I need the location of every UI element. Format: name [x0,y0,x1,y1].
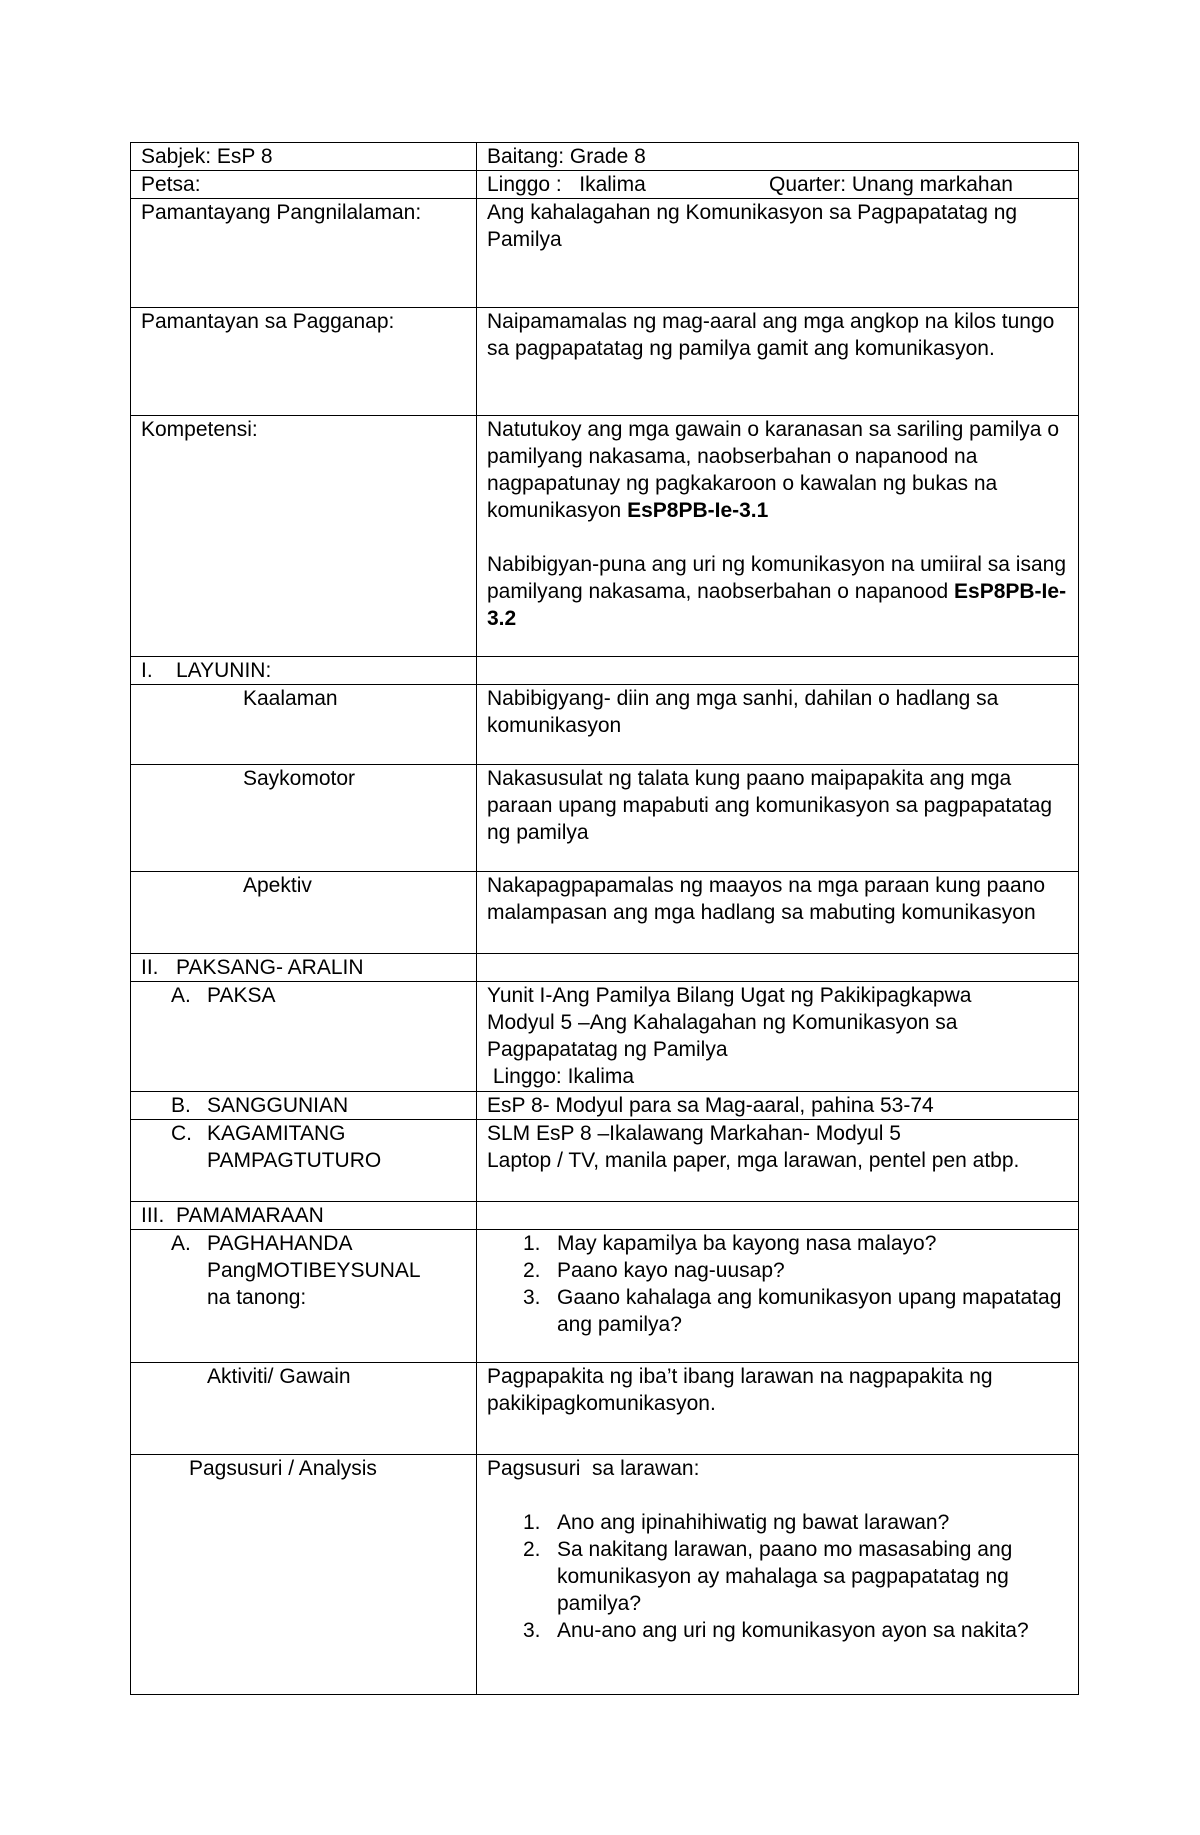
paksa-line-2: Modyul 5 –Ang Kahalagahan ng Komunikasyon sa Pagpapatatag ng Pamilya [487,1011,958,1061]
pamamaraan-empty-cell [477,1202,1079,1230]
row-pamamaraan [131,1202,1079,1230]
paghahanda-questions-cell [477,1230,1079,1363]
pamamaraan-number: III. [141,1204,165,1227]
kompetensi-value [477,416,1079,657]
aktiviti-label: Aktiviti/ Gawain [207,1365,351,1388]
pagsusuri-label: Pagsusuri / Analysis [131,1455,477,1695]
row-sabjek [131,143,1079,171]
row-kaalaman [131,685,1079,765]
row-pamantayang-pangnilalaman [131,199,1079,308]
pamamaraan-heading [131,1202,477,1230]
row-kompetensi [131,416,1079,657]
kompetensi-paragraph-1 [487,416,1068,524]
baitang-cell: Baitang: Grade 8 [477,143,1079,171]
row-apektiv [131,872,1079,954]
list-item: 2. Paano kayo nag-uusap? [523,1259,785,1282]
row-pagsusuri [131,1455,1079,1695]
paksa-line-3: Linggo: Ikalima [487,1065,635,1088]
lesson-plan-table [130,142,1079,1695]
kagamitan-line-2: Laptop / TV, manila paper, mga larawan, pentel pen atbp. [487,1149,1020,1172]
list-item: 3. Gaano kahalaga ang komunikasyon upang mapatatag ang pamilya? [523,1286,1062,1336]
aktiviti-label-cell [131,1363,477,1455]
paghahanda-line-2: PangMOTIBEYSUNAL [207,1259,421,1282]
list-item: 3. Anu-ano ang uri ng komunikasyon ayon sa nakita? [523,1619,1029,1642]
row-paksa [131,982,1079,1092]
sanggunian-value: EsP 8- Modyul para sa Mag-aaral, pahina 53-74 [477,1092,1079,1120]
pamamaraan-label: PAMAMARAAN [176,1204,324,1227]
kagamitan-value [477,1120,1079,1202]
saykomotor-value: Nakasusulat ng talata kung paano maipapakita ang mga paraan upang mapabuti ang komunikasyon sa pagpapatatag ng pamilya [477,765,1079,872]
kagamitan-label-2: PAMPAGTUTURO [207,1149,382,1172]
kagamitan-letter: C. [171,1122,192,1145]
paghahanda-letter: A. [171,1232,191,1255]
kagamitan-label-1: KAGAMITANG [207,1122,346,1145]
apektiv-label: Apektiv [131,872,477,954]
row-paksang-aralin [131,954,1079,982]
sanggunian-letter: B. [171,1094,191,1117]
row-paghahanda [131,1230,1079,1363]
kompetensi-label: Kompetensi: [131,416,477,657]
pamantayang-pangnilalaman-label: Pamantayang Pangnilalaman: [131,199,477,308]
layunin-label: LAYUNIN: [176,659,272,682]
sanggunian-label-cell [131,1092,477,1120]
paksang-aralin-number: II. [141,956,159,979]
row-petsa [131,171,1079,199]
pamantayang-pangnilalaman-value: Ang kahalagahan ng Komunikasyon sa Pagpapatatag ng Pamilya [477,199,1079,308]
row-saykomotor [131,765,1079,872]
paksang-aralin-label: PAKSANG- ARALIN [176,956,364,979]
kaalaman-value: Nabibigyang- diin ang mga sanhi, dahilan o hadlang sa komunikasyon [477,685,1079,765]
aktiviti-value: Pagpapakita ng iba’t ibang larawan na nagpapakita ng pakikipagkomunikasyon. [477,1363,1079,1455]
apektiv-value: Nakapagpapamalas ng maayos na mga paraan kung paano malampasan ang mga hadlang sa mabuting komunikasyon [477,872,1079,954]
sabjek-cell: Sabjek: EsP 8 [131,143,477,171]
paksa-value [477,982,1079,1092]
layunin-number: I. [141,659,153,682]
linggo-quarter-cell [477,171,1079,199]
saykomotor-label: Saykomotor [131,765,477,872]
paghahanda-line-1: PAGHAHANDA [207,1232,353,1255]
paghahanda-line-3: na tanong: [207,1286,307,1309]
row-kagamitan [131,1120,1079,1202]
linggo-text: Linggo : Ikalima [487,173,646,196]
kaalaman-label: Kaalaman [131,685,477,765]
paksa-line-1: Yunit I-Ang Pamilya Bilang Ugat ng Pakikipagkapwa [487,984,972,1007]
petsa-cell: Petsa: [131,171,477,199]
pagsusuri-question-list [487,1509,1068,1644]
layunin-heading [131,657,477,685]
paksa-label: PAKSA [207,984,276,1007]
pamantayan-sa-pagganap-value: Naipamamalas ng mag-aaral ang mga angkop na kilos tungo sa pagpapatatag ng pamilya gamit ang komunikasyon. [477,308,1079,416]
kompetensi-paragraph-2 [487,551,1068,632]
paghahanda-question-list [487,1230,1068,1338]
layunin-empty-cell [477,657,1079,685]
pamantayan-sa-pagganap-label: Pamantayan sa Pagganap: [131,308,477,416]
paksa-label-cell [131,982,477,1092]
row-sanggunian [131,1092,1079,1120]
list-item: 1. Ano ang ipinahihiwatig ng bawat larawan? [523,1511,950,1534]
kompetensi-code-1: EsP8PB-Ie-3.1 [627,499,769,522]
quarter-text: Quarter: Unang markahan [769,173,1013,196]
kagamitan-line-1: SLM EsP 8 –Ikalawang Markahan- Modyul 5 [487,1122,901,1145]
pagsusuri-intro: Pagsusuri sa larawan: [487,1457,700,1480]
kompetensi-text-2: Nabibigyan-puna ang uri ng komunikasyon na umiiral sa isang pamilyang nakasama, naobserbahan o napanood [487,553,1067,603]
sanggunian-label: SANGGUNIAN [207,1094,349,1117]
paghahanda-label-cell [131,1230,477,1363]
row-pamantayan-sa-pagganap [131,308,1079,416]
kompetensi-code-2: EsP8PB-Ie-3.2 [487,580,1067,630]
row-layunin [131,657,1079,685]
kagamitan-label-cell [131,1120,477,1202]
list-item: 2. Sa nakitang larawan, paano mo masasabing ang komunikasyon ay mahalaga sa pagpapatatag ng pamilya? [523,1538,1013,1615]
kompetensi-text-1: Natutukoy ang mga gawain o karanasan sa sariling pamilya o pamilyang nakasama, naobserbahan o napanood na nagpapatunay ng pagkakaroon o kawalan ng bukas na komunikasyon [487,418,1059,522]
pagsusuri-value [477,1455,1079,1695]
paksang-aralin-empty-cell [477,954,1079,982]
list-item: 1. May kapamilya ba kayong nasa malayo? [523,1232,937,1255]
row-aktiviti [131,1363,1079,1455]
paksang-aralin-heading [131,954,477,982]
paksa-letter: A. [171,984,191,1007]
